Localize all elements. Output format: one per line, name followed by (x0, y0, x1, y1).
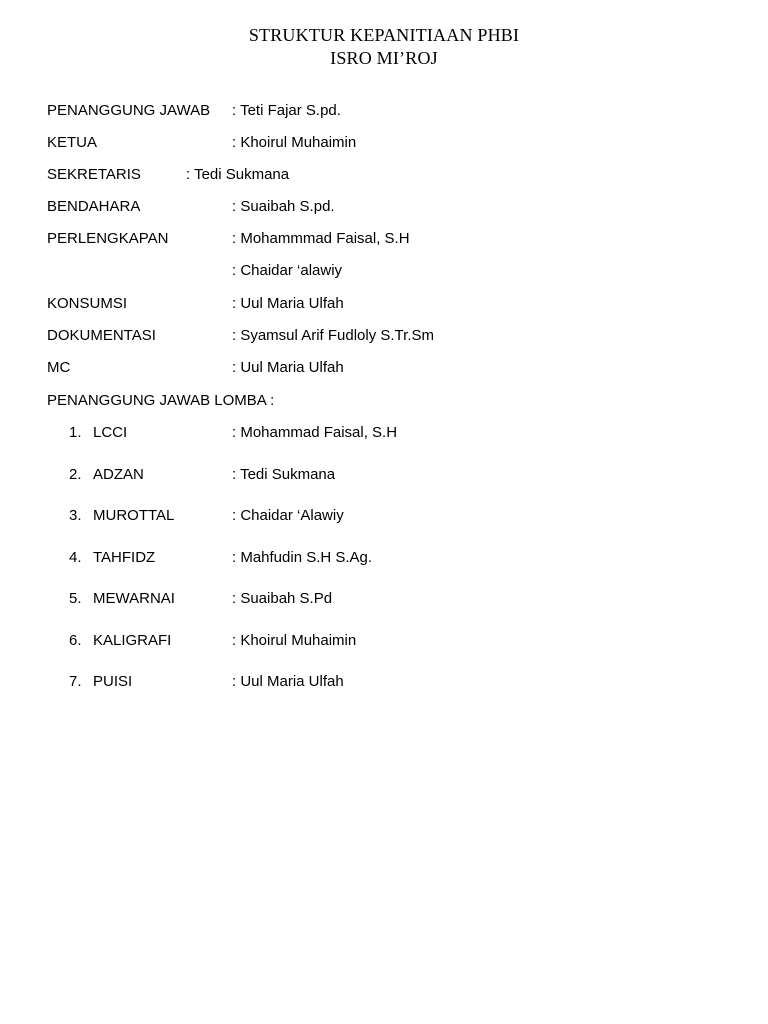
role-value-ketua: : Khoirul Muhaimin (232, 134, 357, 151)
role-label-dokumentasi: DOKUMENTASI (47, 327, 156, 344)
competition-label-mewarnai: MEWARNAI (93, 590, 175, 607)
document-subtitle: ISRO MI’ROJ (330, 48, 438, 68)
role-label-mc: MC (47, 359, 71, 376)
competition-value-lcci: : Mohammad Faisal, S.H (232, 424, 398, 441)
role-value-konsumsi: : Uul Maria Ulfah (232, 295, 344, 312)
competition-value-tahfidz: : Mahfudin S.H S.Ag. (232, 549, 373, 566)
competition-label-tahfidz: TAHFIDZ (93, 549, 156, 566)
competition-value-adzan: : Tedi Sukmana (232, 466, 336, 483)
competition-value-puisi: : Uul Maria Ulfah (232, 673, 344, 690)
competition-label-murottal: MUROTTAL (93, 507, 175, 524)
competition-label-puisi: PUISI (93, 673, 133, 690)
role-label-ketua: KETUA (47, 134, 98, 151)
competition-number: 6. (69, 632, 82, 649)
competition-number: 7. (69, 673, 82, 690)
role-value-bendahara: : Suaibah S.pd. (232, 198, 335, 215)
competition-number: 4. (69, 549, 82, 566)
role-label-sekretaris: SEKRETARIS (47, 166, 141, 183)
role-value-perlengkapan-2: : Chaidar ‘alawiy (232, 262, 343, 279)
competition-number: 1. (69, 424, 82, 441)
competition-label-lcci: LCCI (93, 424, 128, 441)
role-value-dokumentasi: : Syamsul Arif Fudloly S.Tr.Sm (232, 327, 434, 344)
competition-value-kaligrafi: : Khoirul Muhaimin (232, 632, 357, 649)
competition-number: 3. (69, 507, 82, 524)
competition-label-adzan: ADZAN (93, 466, 144, 483)
role-value-mc: : Uul Maria Ulfah (232, 359, 344, 376)
role-label-konsumsi: KONSUMSI (47, 295, 128, 312)
role-value-perlengkapan: : Mohammmad Faisal, S.H (232, 230, 410, 247)
competition-number: 5. (69, 590, 82, 607)
competition-header: PENANGGUNG JAWAB LOMBA : (47, 392, 275, 409)
role-label-perlengkapan: PERLENGKAPAN (47, 230, 169, 247)
role-value-sekretaris: : Tedi Sukmana (186, 166, 290, 183)
role-label-bendahara: BENDAHARA (47, 198, 141, 215)
competition-label-kaligrafi: KALIGRAFI (93, 632, 172, 649)
role-value-penanggung-jawab: : Teti Fajar S.pd. (232, 102, 341, 119)
competition-value-murottal: : Chaidar ‘Alawiy (232, 507, 344, 524)
role-label-penanggung-jawab: PENANGGUNG JAWAB (47, 102, 211, 119)
competition-number: 2. (69, 466, 82, 483)
competition-value-mewarnai: : Suaibah S.Pd (232, 590, 333, 607)
document-title: STRUKTUR KEPANITIAAN PHBI (248, 25, 520, 45)
